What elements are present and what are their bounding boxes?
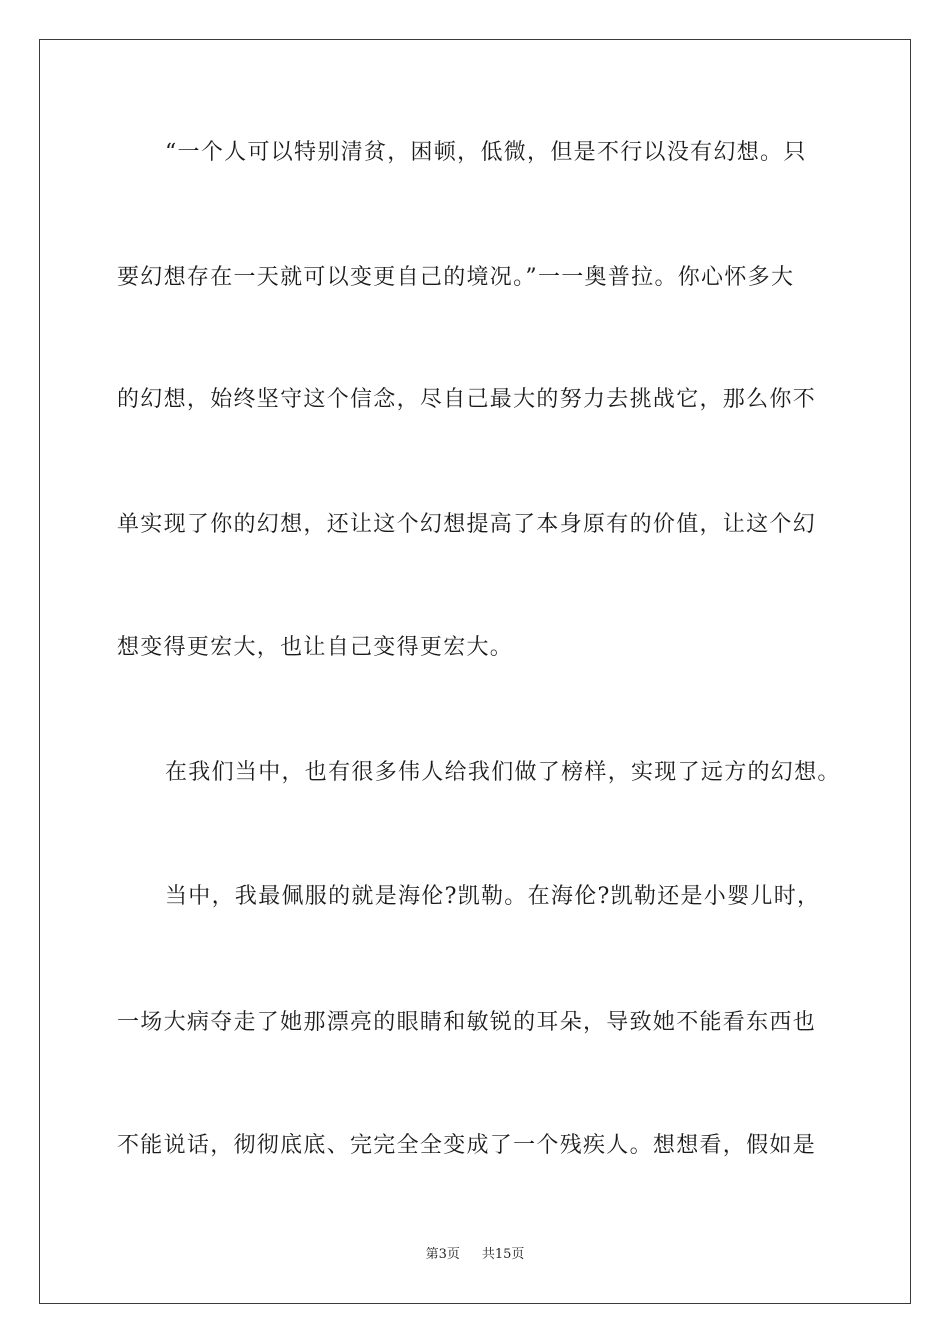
paragraph-line: 在我们当中，也有很多伟人给我们做了榜样，实现了远方的幻想。 xyxy=(165,760,841,785)
page-footer xyxy=(0,1246,950,1264)
total-pages: 共15页 xyxy=(481,1247,525,1262)
paragraph-line: 一场大病夺走了她那漂亮的眼睛和敏锐的耳朵，导致她不能看东西也 xyxy=(117,1010,817,1035)
paragraph-line: 想变得更宏大，也让自己变得更宏大。 xyxy=(117,635,514,660)
paragraph-line: 的幻想，始终坚守这个信念，尽自己最大的努力去挑战它，那么你不 xyxy=(117,387,817,412)
page-number: 第3页 xyxy=(425,1247,460,1262)
paragraph-line: “一个人可以特别清贫，困顿，低微，但是不行以没有幻想。只 xyxy=(165,140,807,165)
paragraph-line: 单实现了你的幻想，还让这个幻想提高了本身原有的价值，让这个幻 xyxy=(117,512,817,537)
paragraph-line: 要幻想存在一天就可以变更自己的境况。”一一奥普拉。你心怀多大 xyxy=(117,265,795,290)
paragraph-line: 当中，我最佩服的就是海伦?凯勒。在海伦?凯勒还是小婴儿时， xyxy=(165,884,821,909)
paragraph-line: 不能说话，彻彻底底、完完全全变成了一个残疾人。想想看，假如是 xyxy=(117,1133,817,1158)
page-border xyxy=(39,39,911,1304)
